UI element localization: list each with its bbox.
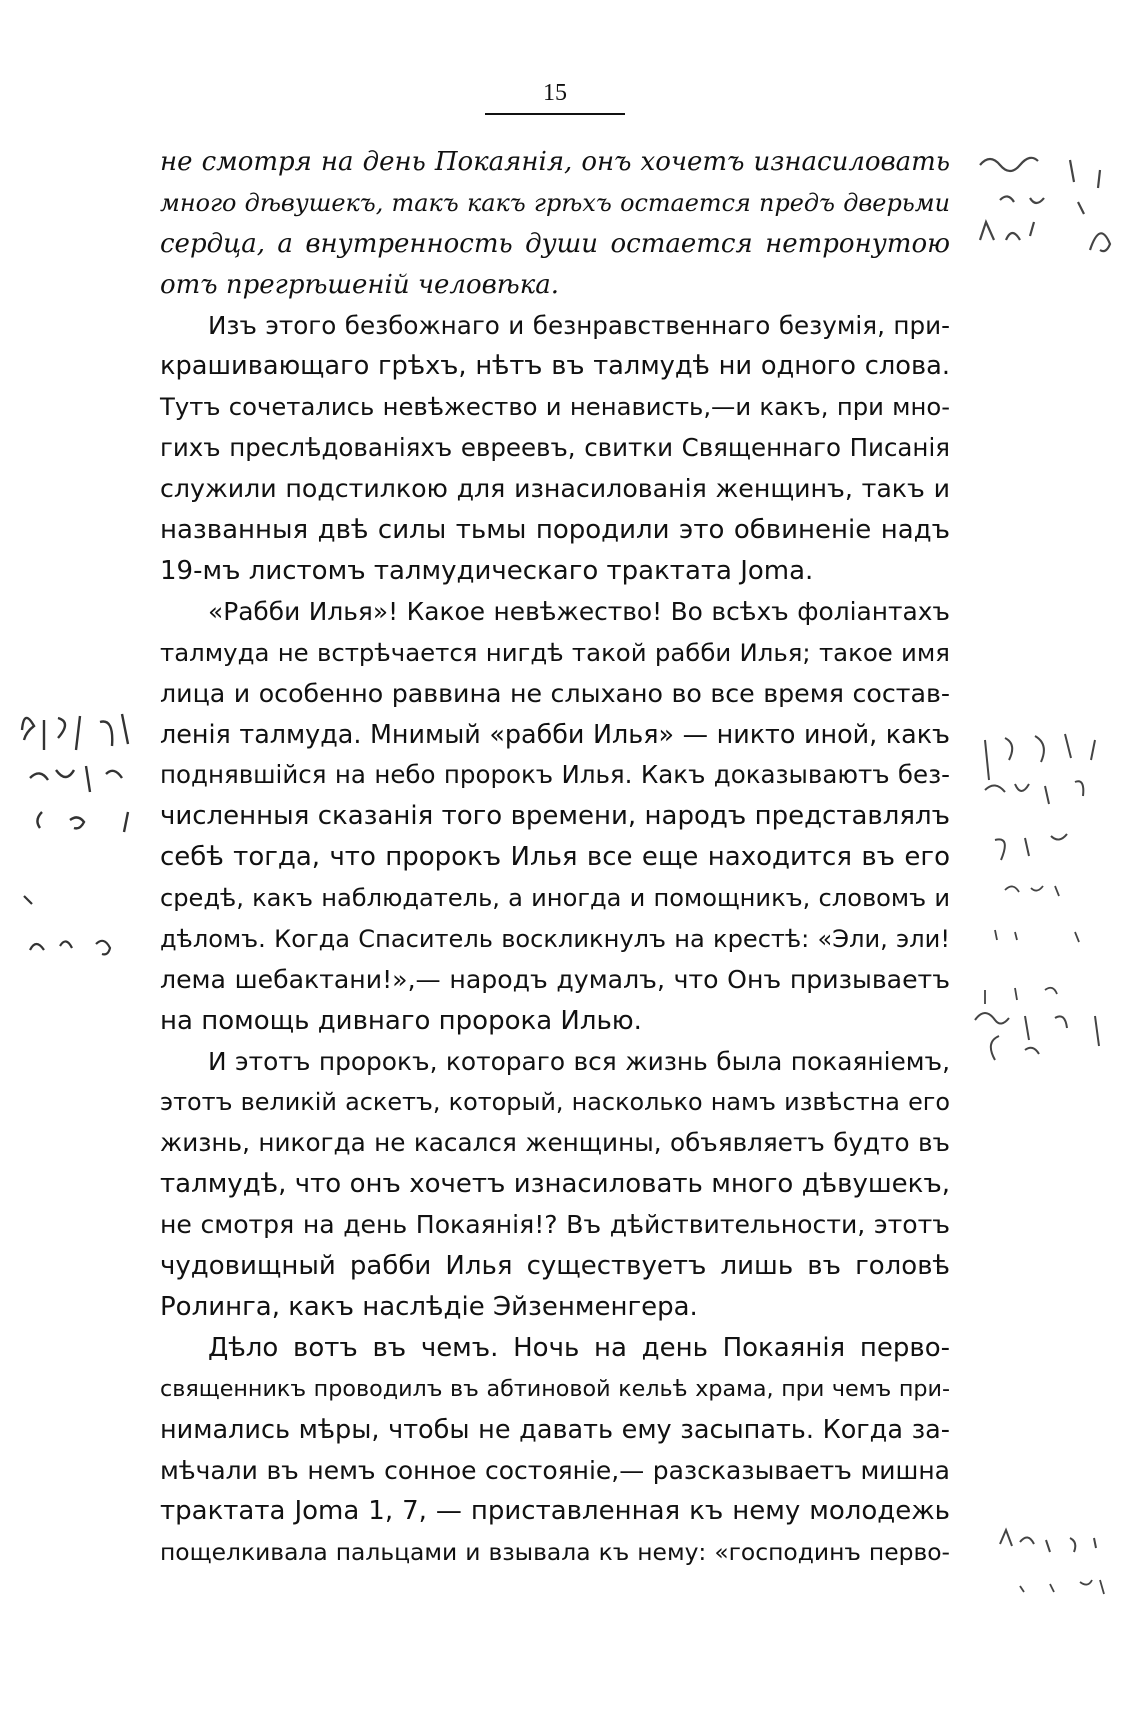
text-line: лема шебактани!»,— народъ думалъ, что Онъ призываетъ: [160, 964, 950, 994]
text-line: этотъ великій аскетъ, который, насколько намъ извѣстна его: [160, 1088, 950, 1117]
text-line: ленія талмуда. Мнимый «рабби Илья» — никто иной, какъ: [160, 719, 950, 750]
margin-annotation-bottom-right: [990, 1520, 1120, 1610]
text-line: «Рабби Илья»! Какое невѣжество! Во всѣхъ фоліантахъ: [208, 596, 950, 626]
text-line: средѣ, какъ наблюдатель, а иногда и помощникъ, словомъ и: [160, 884, 950, 913]
text-line: гихъ преслѣдованіяхъ евреевъ, свитки Священнаго Писанія: [160, 433, 950, 463]
margin-annotation-right-middle: [955, 720, 1135, 1080]
text-line: крашивающаго грѣхъ, нѣтъ въ талмудѣ ни одного слова.: [160, 351, 950, 382]
text-line: не смотря на день Покаянія!? Въ дѣйствительности, этотъ: [160, 1210, 950, 1240]
text-line: не смотря на день Покаянія, онъ хочетъ изнасиловать: [160, 147, 950, 177]
body-text: [160, 142, 950, 1573]
text-line: талмудѣ, что онъ хочетъ изнасиловать много дѣвушекъ,: [160, 1169, 950, 1200]
text-line: много дѣвушекъ, такъ какъ грѣхъ остается предъ дверьми: [160, 188, 950, 217]
text-line: трактата Joma 1, 7, — приставленная къ нему молодежь: [160, 1496, 950, 1527]
text-line: Ролинга, какъ наслѣдіе Эйзенменгера.: [160, 1291, 698, 1322]
text-line: Дѣло вотъ въ чемъ. Ночь на день Покаянія перво-: [208, 1332, 950, 1363]
text-line: лица и особенно раввина не слыхано во все время состав-: [160, 678, 950, 708]
text-line: себѣ тогда, что пророкъ Илья все еще находится въ его: [160, 842, 950, 873]
text-line: 19-мъ листомъ талмудическаго трактата Joma.: [160, 555, 814, 586]
text-line: И этотъ пророкъ, котораго вся жизнь была покаяніемъ,: [208, 1046, 950, 1076]
text-line: жизнь, никогда не касался женщины, объявляетъ будто въ: [160, 1128, 950, 1158]
text-line: талмуда не встрѣчается нигдѣ такой рабби Илья; такое имя: [160, 637, 950, 667]
text-line: численныя сказанія того времени, народъ представлялъ: [160, 801, 950, 832]
text-line: нимались мѣры, чтобы не давать ему засыпать. Когда за-: [160, 1414, 950, 1445]
text-line: сердца, а внутренность души остается нетронутою: [160, 228, 950, 259]
text-line: поднявшійся на небо пророкъ Илья. Какъ доказываютъ без-: [160, 760, 950, 790]
text-line: названныя двѣ силы тьмы породили это обвиненіе надъ: [160, 515, 950, 546]
text-line: Изъ этого безбожнаго и безнравственнаго безумія, при-: [208, 310, 950, 340]
page-number: 15: [485, 80, 625, 115]
text-line: пощелкивала пальцами и взывала къ нему: «господинъ перво-: [160, 1538, 950, 1567]
text-line: на помощь дивнаго пророка Илью.: [160, 1005, 642, 1036]
margin-annotation-left: [10, 700, 150, 980]
text-line: мѣчали въ немъ сонное состояніе,— разсказываетъ мишна: [160, 1455, 950, 1485]
text-line: служили подстилкою для изнасилованія женщинъ, такъ и: [160, 474, 950, 504]
text-line: Тутъ сочетались невѣжество и ненависть,—и какъ, при мно-: [160, 392, 950, 422]
margin-annotation-top-right: [960, 140, 1130, 270]
text-line: чудовищный рабби Илья существуетъ лишь въ головѣ: [160, 1251, 950, 1282]
text-line: отъ прегрѣшеній человѣка.: [160, 269, 560, 300]
text-line: священникъ проводилъ въ абтиновой кельѣ храма, при чемъ при-: [160, 1375, 950, 1402]
text-line: дѣломъ. Когда Спаситель воскликнулъ на крестѣ: «Эли, эли!: [160, 924, 950, 953]
